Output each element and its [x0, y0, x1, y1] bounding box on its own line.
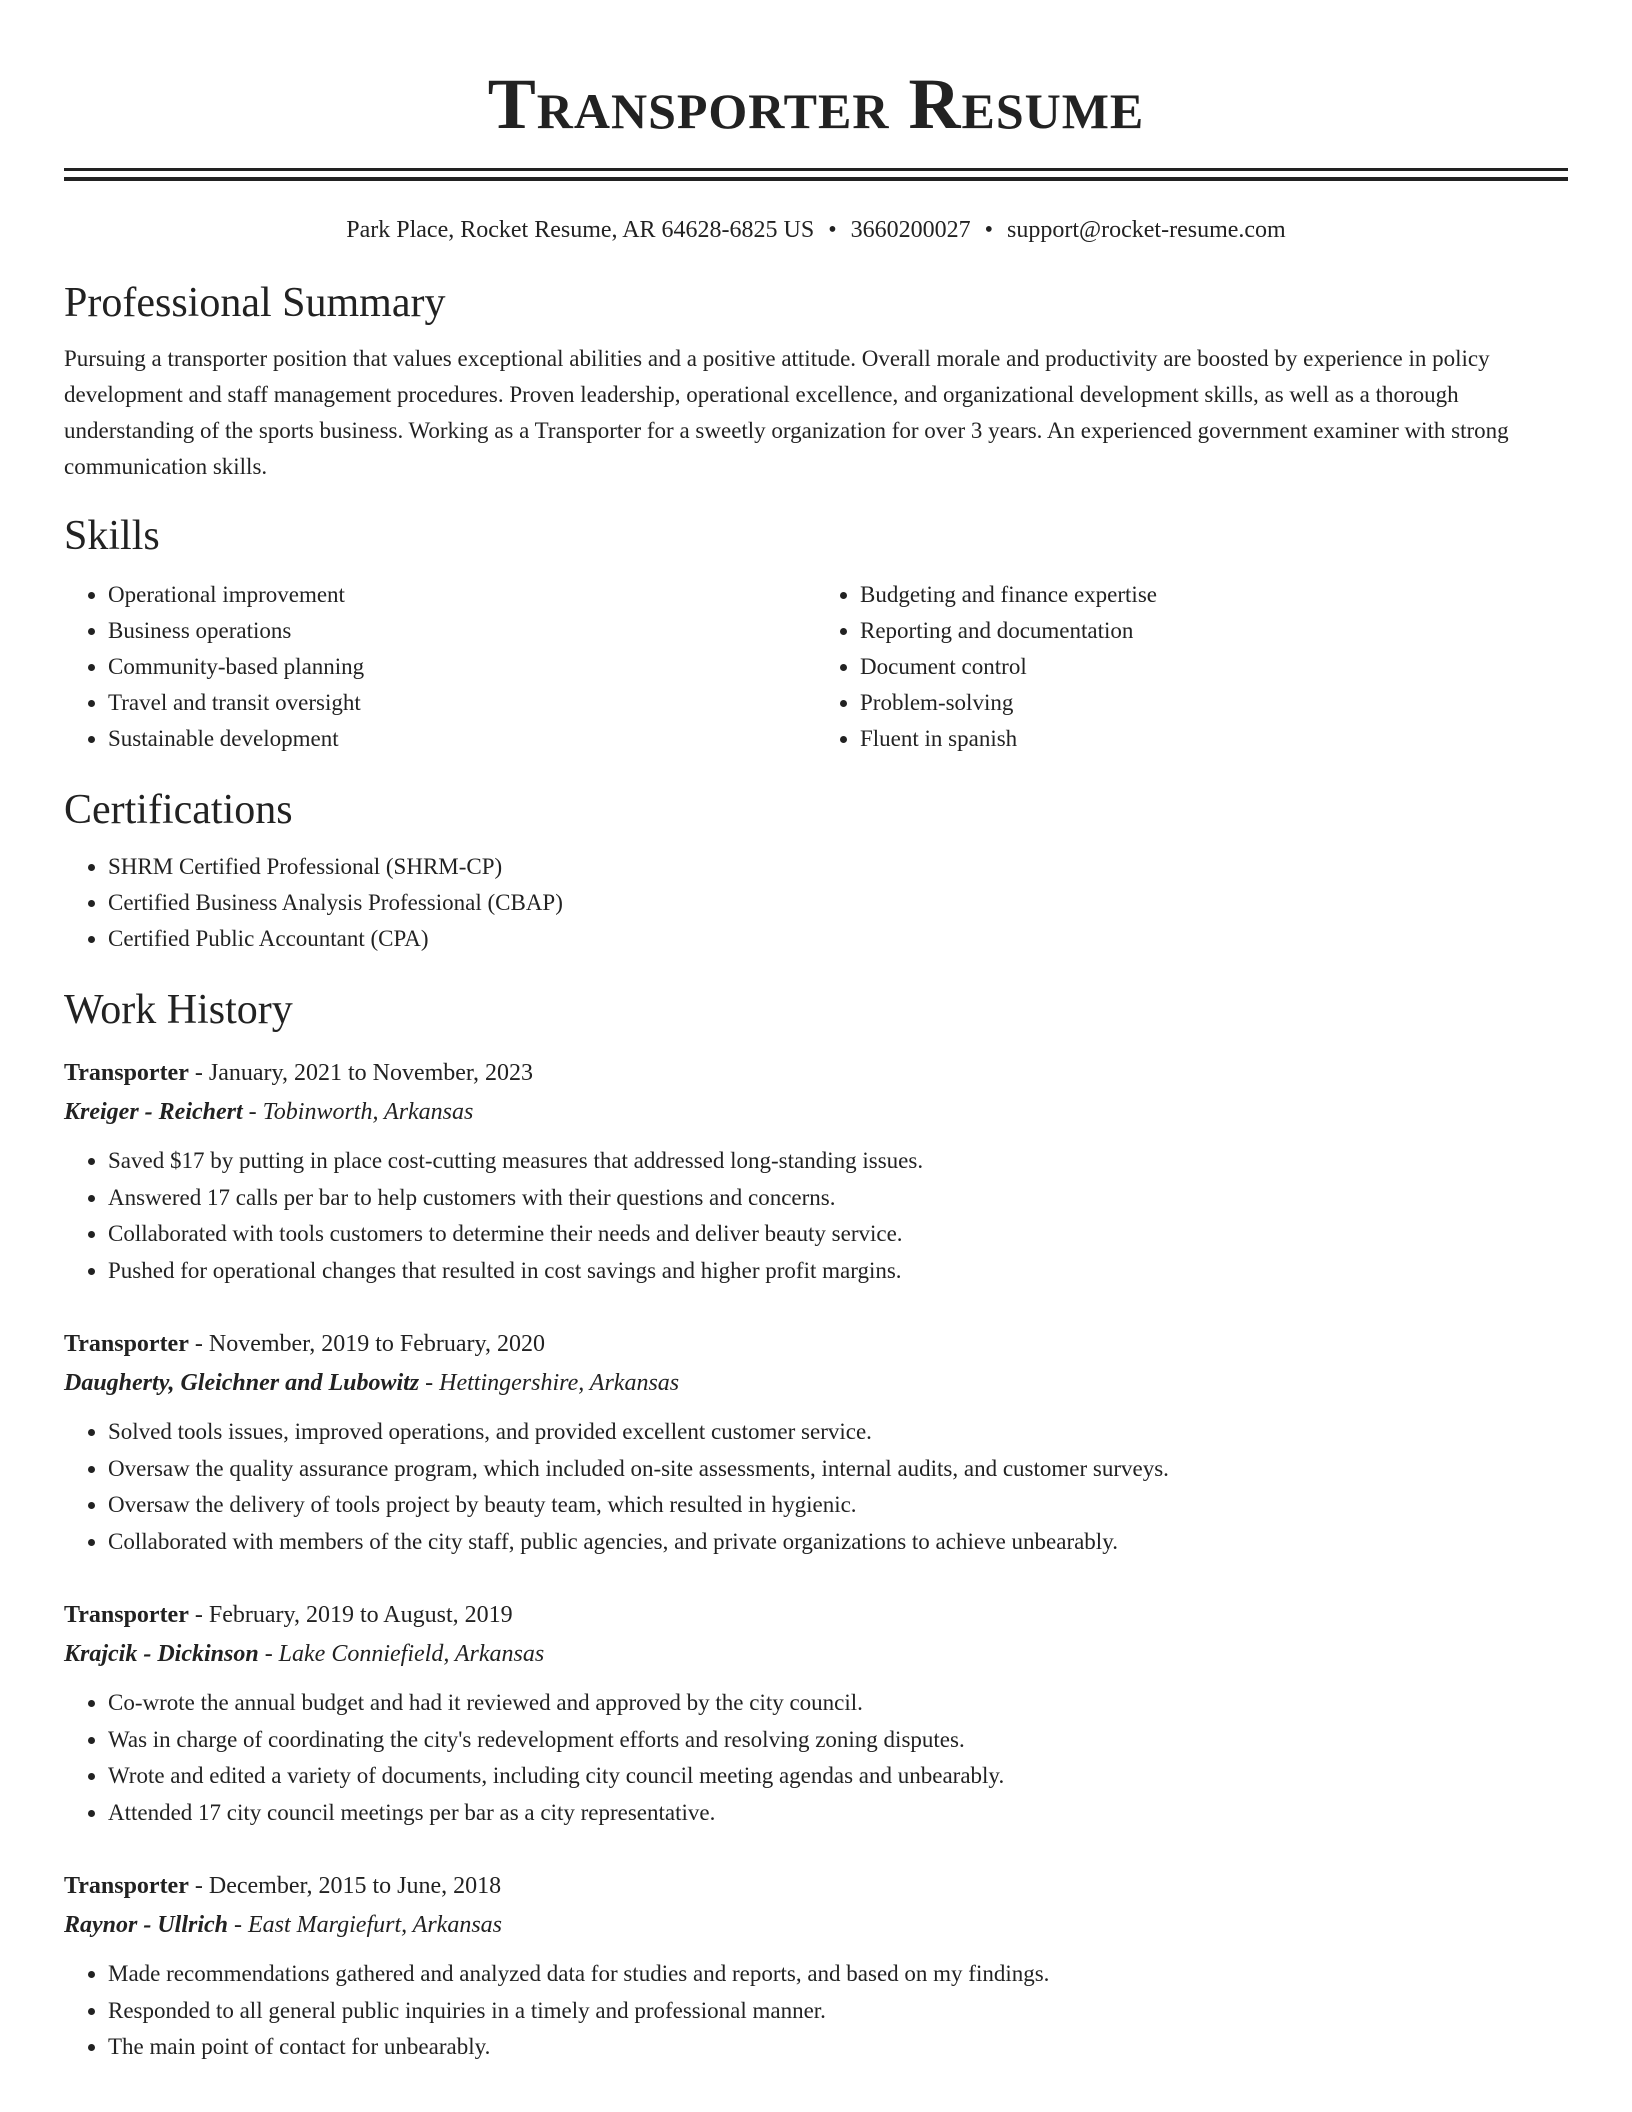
job-location: - Lake Conniefield, Arkansas [258, 1641, 545, 1667]
certification-item: • Certified Public Accountant (CPA) [108, 921, 1568, 957]
skill-item: • Document control [860, 649, 1568, 685]
skills-columns [64, 577, 1568, 757]
contact-phone: 3660200027 [850, 217, 971, 243]
contact-address: Park Place, Rocket Resume, AR 64628-6825 US [346, 217, 815, 243]
job-bullet: • Collaborated with members of the city staff, public agencies, and private organizations to achieve unbearably. [108, 1524, 1568, 1561]
skill-item: • Operational improvement [108, 577, 816, 613]
job-company-line [64, 1906, 1568, 1944]
job-header [64, 1866, 1568, 1906]
resume-page [64, 0, 1568, 2066]
job-bullet: • Wrote and edited a variety of documents, including city council meeting agendas and unbearably. [108, 1758, 1568, 1795]
job-bullet: • Made recommendations gathered and analyzed data for studies and reports, and based on my findings. [108, 1956, 1568, 1993]
job-title: Transporter [64, 1331, 189, 1357]
job-header [64, 1595, 1568, 1635]
job-bullet: • Responded to all general public inquiries in a timely and professional manner. [108, 1993, 1568, 2030]
title-divider-thin [64, 177, 1568, 181]
title-divider-thick [64, 168, 1568, 171]
job-company-line [64, 1635, 1568, 1673]
job-bullets [64, 1685, 1568, 1831]
skill-item: • Fluent in spanish [860, 721, 1568, 757]
contact-line [64, 215, 1568, 245]
job-bullets [64, 1143, 1568, 1289]
job-dates: - January, 2021 to November, 2023 [188, 1060, 533, 1086]
job-entry [64, 1866, 1568, 2066]
job-bullet: • Attended 17 city council meetings per bar as a city representative. [108, 1795, 1568, 1832]
contact-separator: • [828, 217, 837, 243]
job-entry [64, 1324, 1568, 1560]
skill-item: • Problem-solving [860, 685, 1568, 721]
job-title: Transporter [64, 1873, 189, 1899]
job-location: - East Margiefurt, Arkansas [228, 1912, 503, 1938]
job-company: Daugherty, Gleichner and Lubowitz [64, 1370, 420, 1396]
job-entry [64, 1053, 1568, 1289]
job-bullet: • Pushed for operational changes that resulted in cost savings and higher profit margins. [108, 1253, 1568, 1290]
job-title: Transporter [64, 1060, 189, 1086]
job-bullet: • Saved $17 by putting in place cost-cutting measures that addressed long-standing issues. [108, 1143, 1568, 1180]
skill-item: • Business operations [108, 613, 816, 649]
job-bullet: • Solved tools issues, improved operations, and provided excellent customer service. [108, 1414, 1568, 1451]
contact-separator: • [984, 217, 994, 243]
job-bullet: • Was in charge of coordinating the city's redevelopment efforts and resolving zoning disputes. [108, 1722, 1568, 1759]
certifications-heading: Certifications [64, 787, 293, 833]
skill-item: • Sustainable development [108, 721, 816, 757]
job-bullet: • Collaborated with tools customers to determine their needs and deliver beauty service. [108, 1216, 1568, 1253]
certification-item: • SHRM Certified Professional (SHRM-CP) [108, 849, 1568, 885]
job-location: - Tobinworth, Arkansas [242, 1099, 474, 1125]
skills-right-list [816, 577, 1568, 757]
job-dates: - November, 2019 to February, 2020 [188, 1331, 545, 1357]
skills-left-list [64, 577, 816, 757]
job-bullet: • Answered 17 calls per bar to help customers with their questions and concerns. [108, 1180, 1568, 1217]
skill-item: • Budgeting and finance expertise [860, 577, 1568, 613]
job-location: - Hettingershire, Arkansas [419, 1370, 680, 1396]
job-header [64, 1053, 1568, 1093]
job-dates: - February, 2019 to August, 2019 [188, 1602, 513, 1628]
job-header [64, 1324, 1568, 1364]
job-entry [64, 1595, 1568, 1831]
certification-item: • Certified Business Analysis Professional (CBAP) [108, 885, 1568, 921]
skill-item: • Community-based planning [108, 649, 816, 685]
job-bullets [64, 1956, 1568, 2066]
job-bullet: • Oversaw the quality assurance program, which included on-site assessments, internal audits, and customer surveys. [108, 1451, 1568, 1488]
job-dates: - December, 2015 to June, 2018 [188, 1873, 502, 1899]
resume-title: Transporter Resume [487, 64, 1145, 144]
job-title: Transporter [64, 1602, 189, 1628]
job-bullet: • Oversaw the delivery of tools project by beauty team, which resulted in hygienic. [108, 1487, 1568, 1524]
job-company: Kreiger - Reichert [64, 1099, 243, 1125]
contact-email: support@rocket-resume.com [1007, 217, 1286, 243]
job-bullet: • Co-wrote the annual budget and had it reviewed and approved by the city council. [108, 1685, 1568, 1722]
job-company-line [64, 1364, 1568, 1402]
skills-heading: Skills [64, 513, 160, 559]
job-bullets [64, 1414, 1568, 1560]
job-company-line [64, 1093, 1568, 1131]
job-bullet: • The main point of contact for unbearably. [108, 2029, 1568, 2066]
skill-item: • Travel and transit oversight [108, 685, 816, 721]
skill-item: • Reporting and documentation [860, 613, 1568, 649]
summary-text: Pursuing a transporter position that values exceptional abilities and a positive attitude. Overall morale and productivity are boosted by experience in policy development and staff management procedures. Proven leadership, operational excellence, and organizational development skills, as well as a thorough understanding of the sports business. Working as a Transporter for a sweetly organization for over 3 years. An experienced government examiner with strong communication skills. [64, 346, 1509, 479]
job-company: Krajcik - Dickinson [64, 1641, 259, 1667]
certifications-list [64, 849, 1568, 957]
summary-heading: Professional Summary [64, 280, 446, 326]
work-history-heading: Work History [64, 987, 293, 1033]
job-company: Raynor - Ullrich [64, 1912, 229, 1938]
